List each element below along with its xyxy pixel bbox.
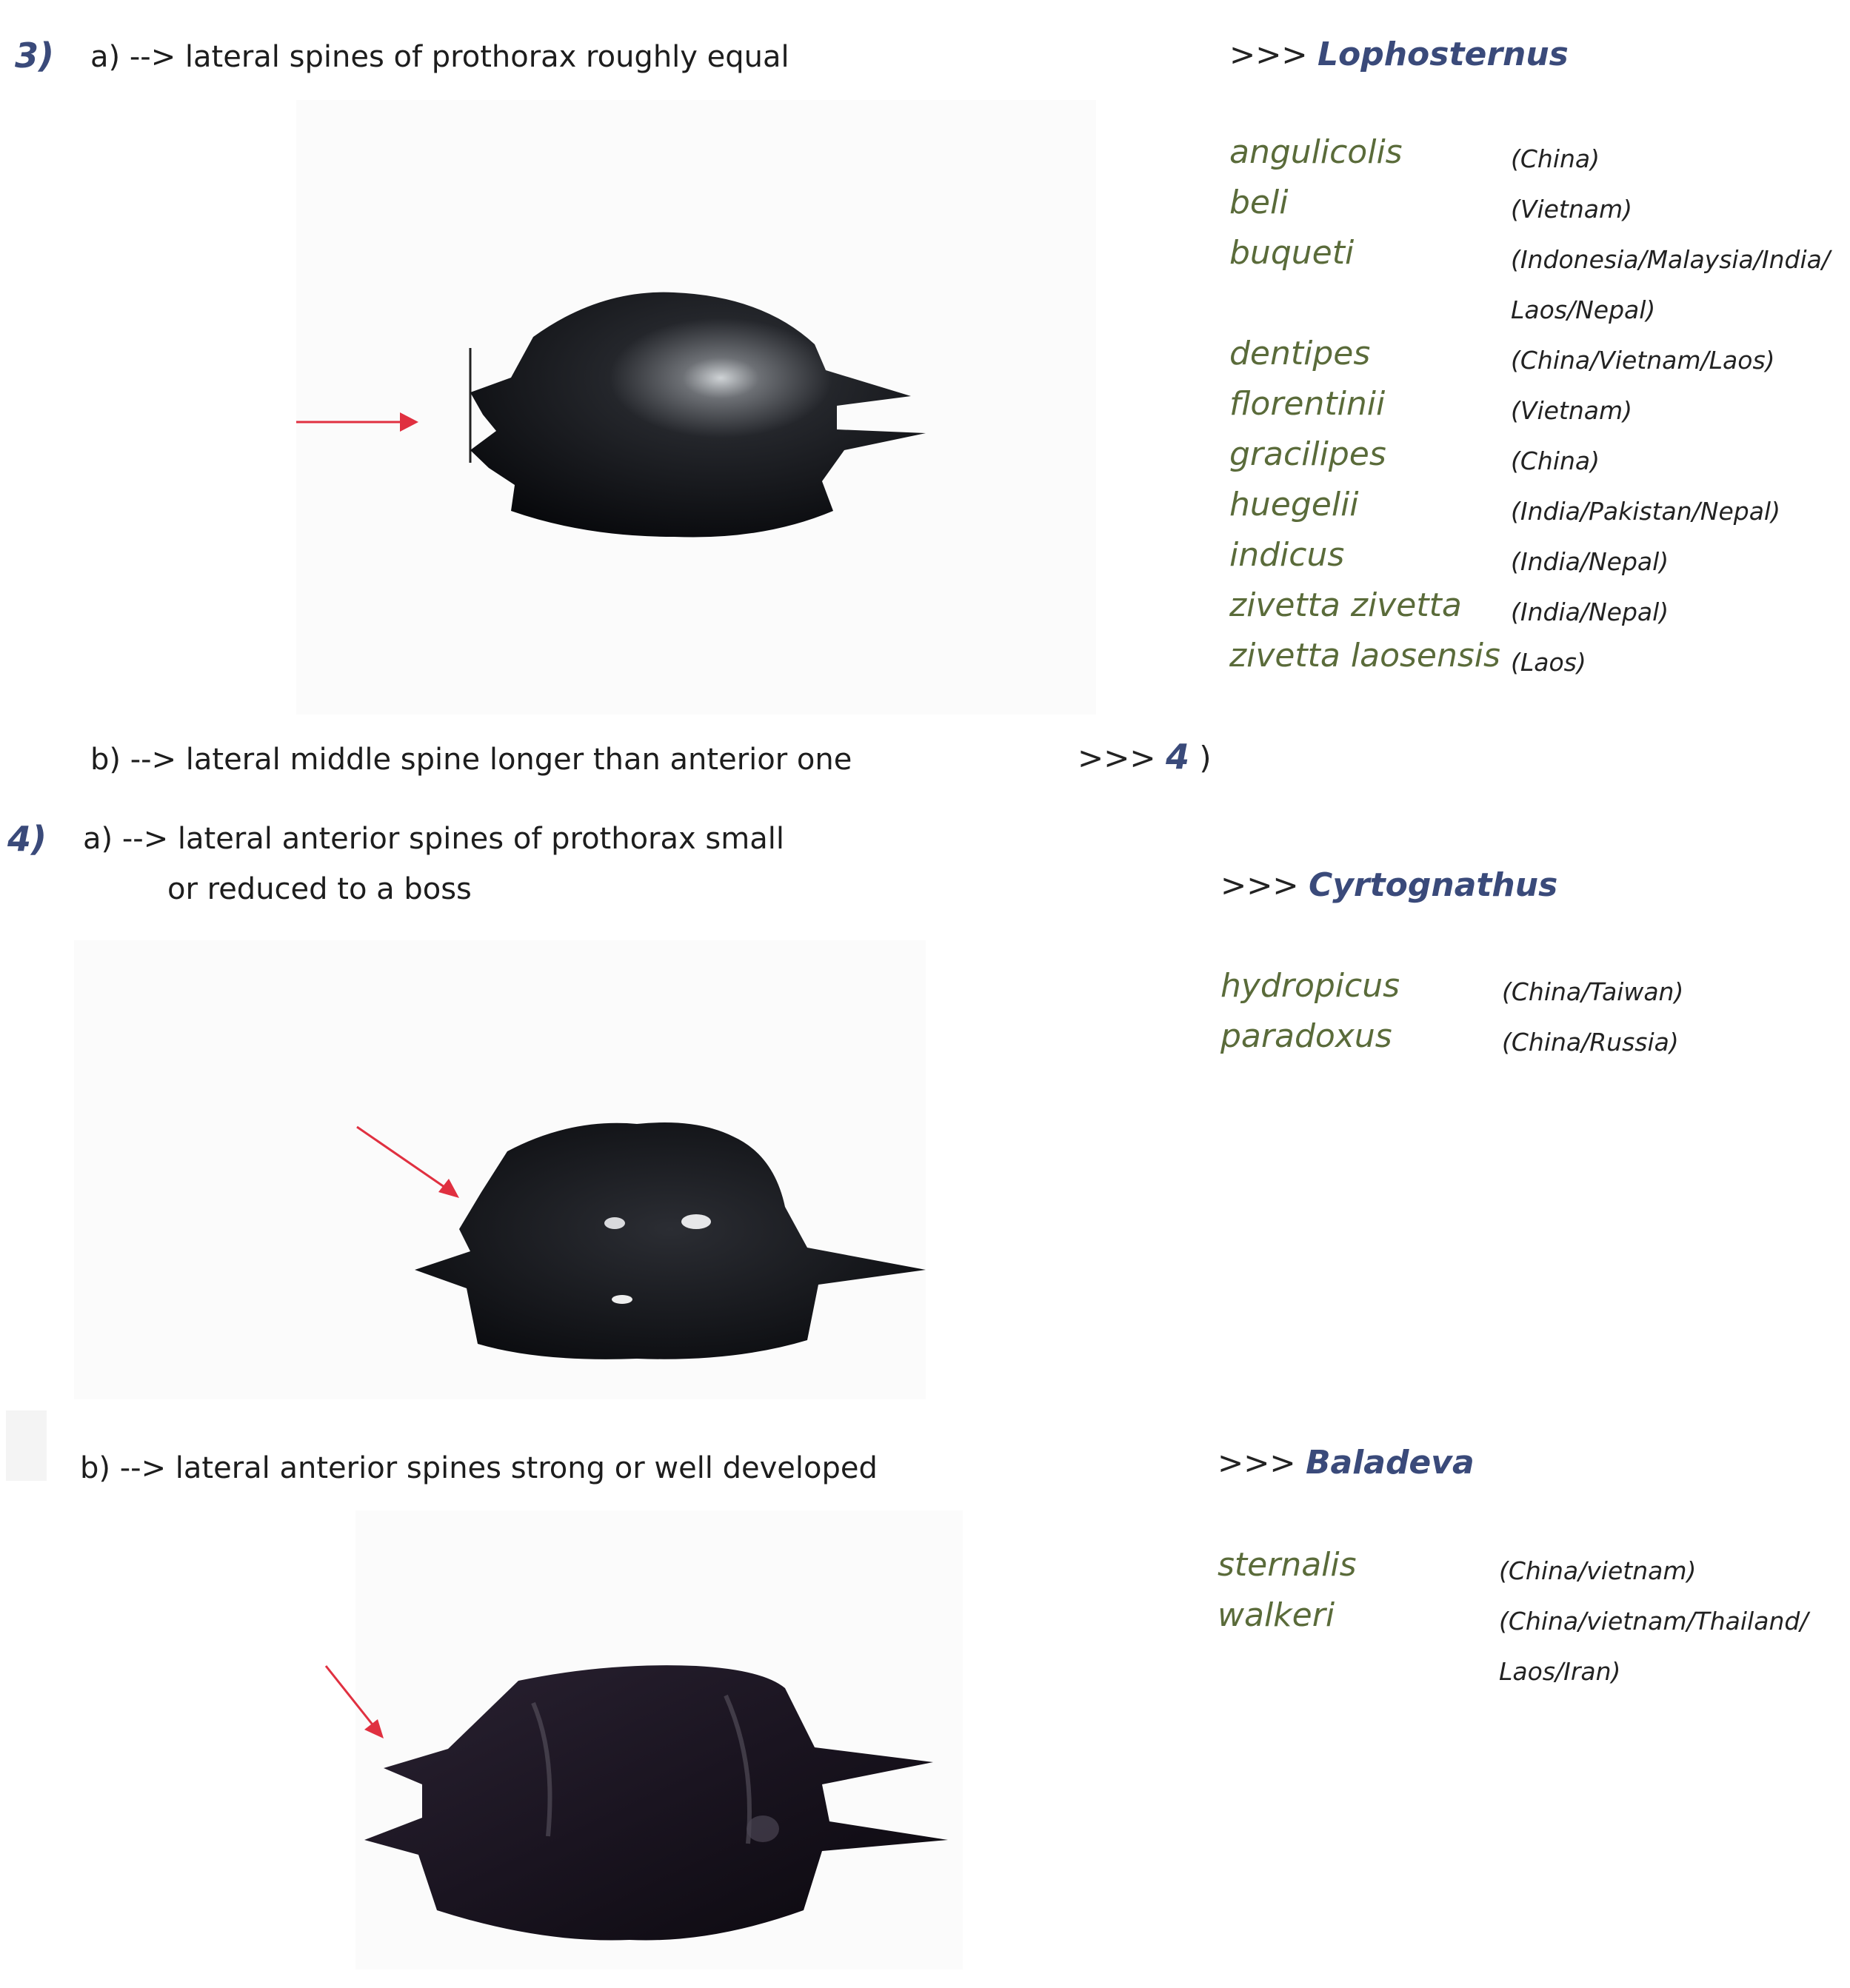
result-arrow: >>> [1218, 1445, 1306, 1481]
species-name: paradoxus [1220, 1017, 1392, 1055]
species-name: zivetta zivetta [1229, 586, 1462, 624]
species-name: angulicolis [1229, 133, 1403, 171]
species-name: hydropicus [1220, 967, 1400, 1005]
species-locality: (China/vietnam) [1499, 1556, 1697, 1585]
scan-background [6, 1410, 47, 1481]
species-locality: (India/Nepal) [1511, 598, 1669, 626]
result-arrow: >>> [1229, 36, 1318, 73]
baladeva-heading [1218, 1444, 1475, 1482]
couplet-ref-number: 4 [1165, 737, 1189, 777]
lophosternus-heading [1229, 36, 1569, 73]
species-locality: (China/Russia) [1502, 1028, 1679, 1057]
red-arrow-head [400, 412, 418, 432]
species-locality: (Vietnam) [1511, 396, 1633, 425]
species-locality: (China/vietnam/Thailand/ [1499, 1607, 1809, 1636]
genus-name: Lophosternus [1317, 36, 1569, 73]
prothorax-specimen-3a [289, 274, 955, 555]
specimen-highlight [604, 1217, 625, 1229]
couplet-3a-text: a) --> lateral spines of prothorax roughly equal [90, 40, 789, 74]
genus-name: Baladeva [1305, 1444, 1475, 1482]
couplet-4a-text-line2: or reduced to a boss [167, 872, 472, 906]
specimen-highlight [612, 1295, 632, 1304]
species-locality: (China) [1511, 446, 1600, 475]
prothorax-shape [364, 1665, 948, 1940]
cyrtognathus-heading [1220, 866, 1557, 904]
prothorax-shape [470, 292, 926, 538]
couplet-3b-result [1078, 737, 1212, 777]
red-arrow-line [326, 1666, 378, 1731]
species-locality: (Vietnam) [1511, 195, 1633, 224]
species-locality: (China/Vietnam/Laos) [1511, 346, 1775, 375]
couplet-4a-text-line1: a) --> lateral anterior spines of prothorax small [83, 822, 784, 856]
species-name: indicus [1229, 536, 1345, 574]
species-locality: (Laos) [1511, 648, 1586, 677]
species-locality: (India/Nepal) [1511, 547, 1669, 576]
red-arrow-line [357, 1127, 452, 1192]
result-arrow: >>> [1078, 740, 1166, 776]
species-name: walkeri [1218, 1596, 1335, 1634]
genus-name: Cyrtognathus [1308, 866, 1558, 904]
red-arrow-head [438, 1179, 459, 1198]
species-name: zivetta laosensis [1229, 637, 1500, 675]
prothorax-specimen-4b [311, 1651, 963, 1962]
species-locality: Laos/Nepal) [1511, 295, 1656, 324]
result-arrow: >>> [1220, 867, 1309, 903]
species-name: huegelii [1229, 486, 1359, 523]
couplet-ref-paren: ) [1189, 740, 1212, 776]
prothorax-shape [415, 1122, 926, 1359]
species-locality: (China) [1511, 144, 1600, 173]
red-arrow-head [364, 1719, 384, 1738]
species-locality: (India/Pakistan/Nepal) [1511, 497, 1780, 526]
couplet-3b-text: b) --> lateral middle spine longer than anterior one [90, 743, 852, 777]
couplet-4-number: 4) [7, 819, 47, 859]
couplet-4b-text: b) --> lateral anterior spines strong or well developed [80, 1451, 878, 1485]
species-name: dentipes [1229, 335, 1371, 372]
species-name: buqueti [1229, 234, 1355, 272]
species-name: florentinii [1229, 385, 1386, 423]
species-locality: (China/Taiwan) [1502, 977, 1684, 1006]
species-name: beli [1229, 184, 1289, 221]
couplet-3-number: 3) [15, 36, 55, 76]
species-locality: Laos/Iran) [1499, 1657, 1621, 1686]
prothorax-specimen-4a [348, 1118, 941, 1370]
specimen-highlight [681, 1214, 711, 1229]
species-name: sternalis [1218, 1546, 1357, 1584]
species-name: gracilipes [1229, 435, 1386, 473]
specimen-highlight [747, 1815, 779, 1842]
species-locality: (Indonesia/Malaysia/India/ [1511, 245, 1830, 274]
